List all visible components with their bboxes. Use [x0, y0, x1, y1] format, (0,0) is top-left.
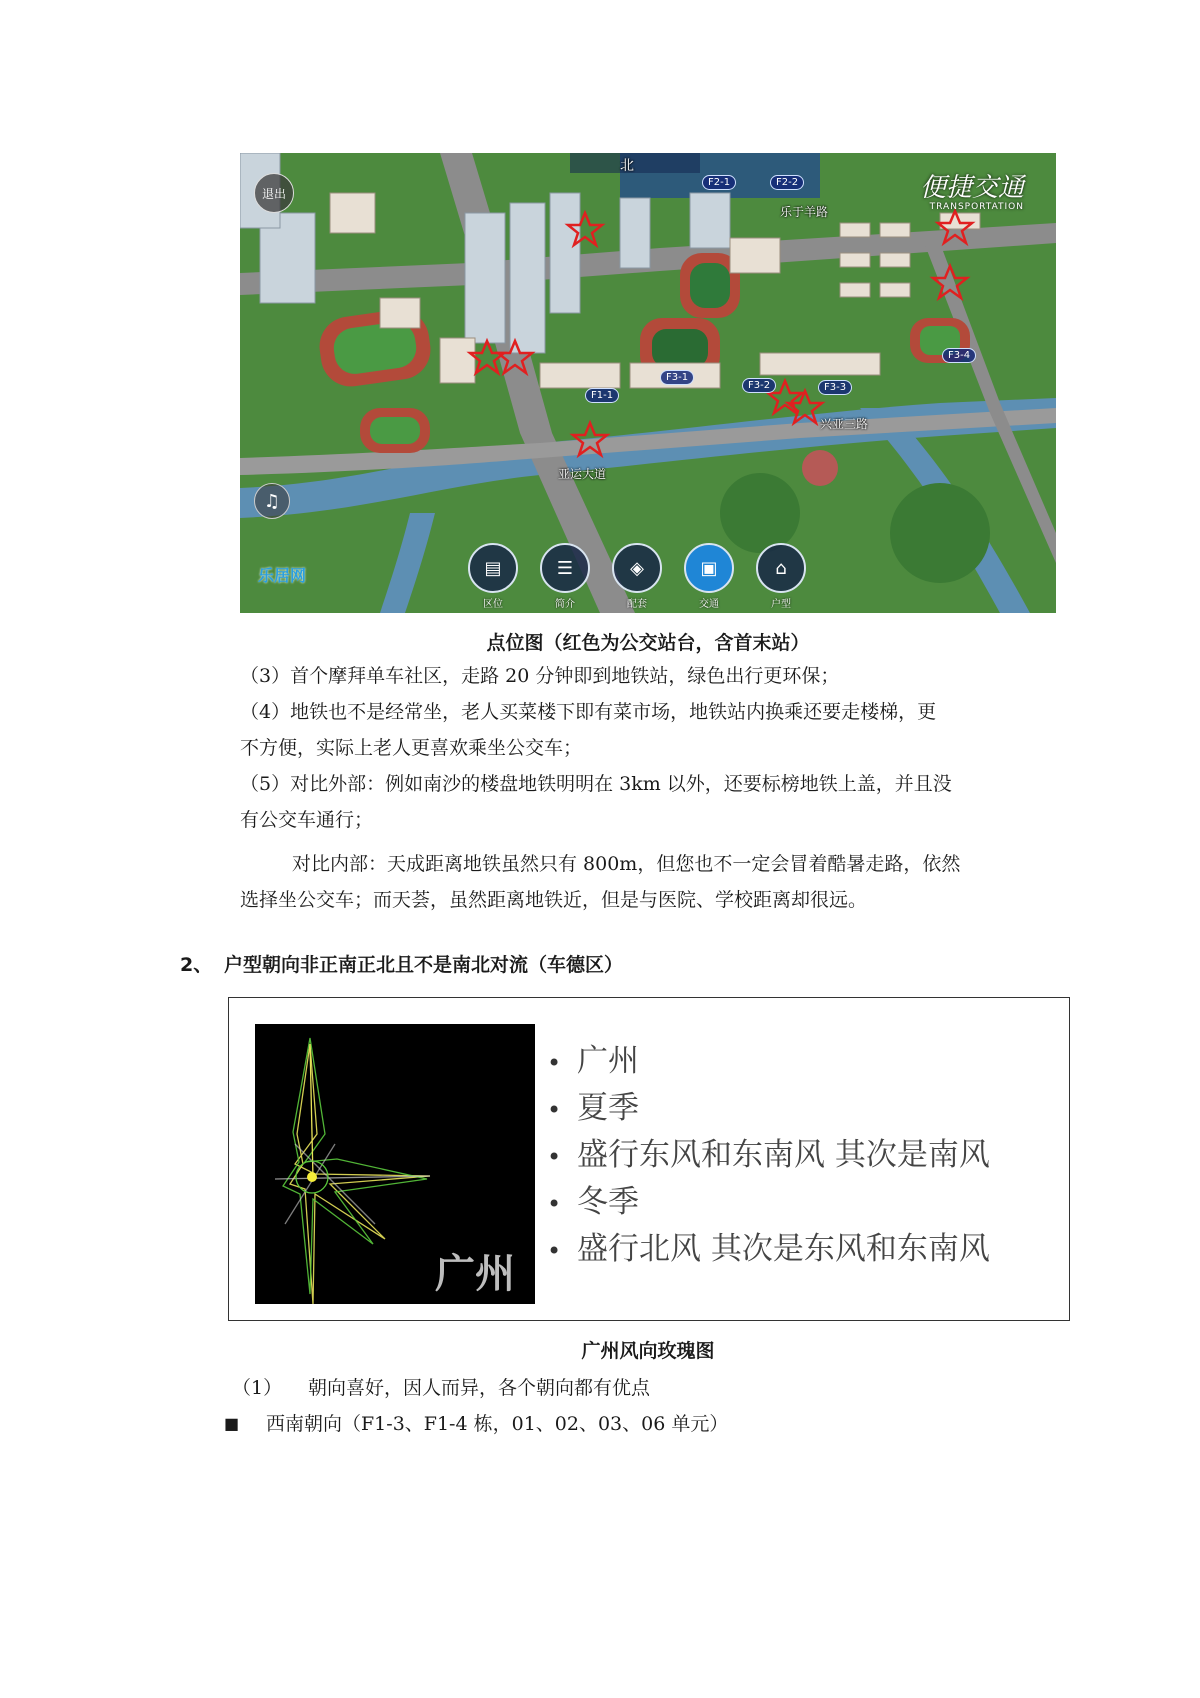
road-label-2: 兴亚三路	[820, 417, 869, 431]
wind-bullet: • 冬季	[547, 1179, 990, 1226]
home-icon: ⌂	[756, 543, 806, 593]
building-tag[interactable]: F1-1	[585, 388, 619, 403]
bullet-marker: ■	[224, 1414, 240, 1433]
document-icon: ☰	[540, 543, 590, 593]
tag-icon: ◈	[612, 543, 662, 593]
transport-title	[920, 167, 1024, 212]
wind-bullet: • 盛行北风 其次是东风和东南风	[547, 1226, 990, 1273]
wind-bullet: • 盛行东风和东南风 其次是南风	[547, 1132, 990, 1179]
wind-bullet-list	[547, 1038, 990, 1273]
paragraph-4: （4）地铁也不是经常坐，老人买菜楼下即有菜市场，地铁站内换乘还要走楼梯，更	[240, 701, 937, 723]
building-tag[interactable]: F2-2	[770, 175, 804, 190]
nav-facilities[interactable]	[612, 543, 662, 613]
nav-location[interactable]	[468, 543, 518, 613]
music-toggle-button[interactable]	[254, 483, 290, 519]
paragraph-4-cont: 不方便，实际上老人更喜欢乘坐公交车；	[240, 737, 583, 759]
building-tag[interactable]: F3-3	[818, 380, 852, 395]
paragraph-compare-inner: 对比内部：天成距离地铁虽然只有 800m，但您也不一定会冒着酷暑走路，依然	[292, 853, 961, 875]
wind-rose-figure	[228, 997, 1070, 1321]
brand-logo: 乐居网	[258, 566, 307, 585]
wind-bullet: • 夏季	[547, 1085, 990, 1132]
building-tag[interactable]: F3-1	[660, 370, 694, 385]
paragraph-3: （3）首个摩拜单车社区，走路 20 分钟即到地铁站，绿色出行更环保；	[240, 665, 840, 687]
building-tag[interactable]: F3-4	[942, 348, 976, 363]
map-book-icon: ▤	[468, 543, 518, 593]
paragraph-5: （5）对比外部：例如南沙的楼盘地铁明明在 3km 以外，还要标榜地铁上盖，并且没	[240, 773, 952, 795]
section-2-number: 2、	[180, 954, 213, 976]
wind-bullet: • 广州	[547, 1038, 990, 1085]
nav-intro[interactable]	[540, 543, 590, 613]
section-2-title: 户型朝向非正南正北且不是南北对流（车德区）	[224, 954, 624, 976]
map-caption: 点位图（红色为公交站台，含首末站）	[486, 632, 810, 654]
item-1-number: （1）	[232, 1377, 283, 1399]
nav-intro-label: 简介	[555, 599, 575, 610]
wind-rose-chart	[255, 1024, 535, 1304]
wind-caption: 广州风向玫瑰图	[581, 1340, 715, 1362]
exit-button[interactable]: 退出	[254, 173, 294, 213]
building-tag[interactable]: F3-2	[742, 378, 776, 393]
road-label-1: 乐于羊路	[780, 205, 829, 219]
rose-city-label: 广州	[435, 1251, 515, 1297]
music-note-icon: ♫	[263, 490, 281, 512]
paragraph-compare-inner-cont: 选择坐公交车；而天荟，虽然距离地铁近，但是与医院、学校距离却很远。	[240, 889, 868, 911]
nav-transport[interactable]	[684, 543, 734, 613]
road-label-3: 亚运大道	[558, 467, 607, 481]
item-1-text: 朝向喜好，因人而异，各个朝向都有优点	[308, 1377, 651, 1399]
transport-title-text: 便捷交通	[919, 173, 1024, 203]
nav-transport-label: 交通	[699, 599, 719, 610]
building-tag[interactable]: F2-1	[702, 175, 736, 190]
nav-floorplan[interactable]	[756, 543, 806, 613]
north-label: 北	[620, 158, 634, 174]
nav-facilities-label: 配套	[627, 599, 647, 610]
transport-title-en: TRANSPORTATION	[929, 202, 1024, 212]
map-nav-bar	[468, 543, 828, 613]
nav-location-label: 区位	[483, 599, 503, 610]
nav-floorplan-label: 户型	[771, 599, 791, 610]
bullet-item-text: 西南朝向（F1-3、F1-4 栋，01、02、03、06 单元）	[266, 1413, 729, 1435]
paragraph-5-cont: 有公交车通行；	[240, 809, 374, 831]
aerial-map	[240, 153, 1056, 613]
bus-icon: ▣	[684, 543, 734, 593]
